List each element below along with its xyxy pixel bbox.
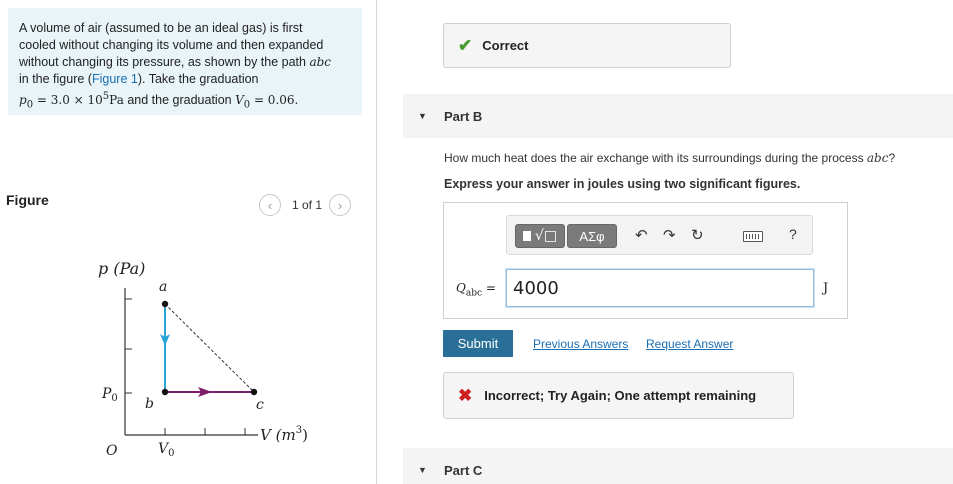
redo-icon[interactable]: ↷ xyxy=(663,227,676,244)
dashed-path-ac xyxy=(165,304,254,392)
caret-down-icon: ▼ xyxy=(418,111,427,121)
label-b: b xyxy=(145,396,154,412)
part-b-header[interactable] xyxy=(403,94,953,138)
p0-axis-label: $P_0$ xyxy=(102,386,118,404)
answer-variable-symbol: Q xyxy=(456,281,466,295)
keyboard-icon[interactable] xyxy=(743,231,763,242)
problem-line-5 xyxy=(19,88,352,113)
question-text-end: ? xyxy=(888,151,896,165)
v0-symbol: V xyxy=(235,93,244,107)
checkmark-icon: ✔ xyxy=(458,35,473,55)
v0-equation xyxy=(235,93,299,111)
request-answer-link[interactable]: Request Answer xyxy=(646,337,734,351)
chevron-left-icon[interactable]: ‹ xyxy=(259,194,281,216)
incorrect-text: Incorrect; Try Again; One attempt remaining xyxy=(484,388,757,403)
question-text-main: How much heat does the air exchange with its surroundings during the process xyxy=(444,151,867,165)
part-b-label: Part B xyxy=(444,108,483,124)
p0-symbol: p xyxy=(19,93,27,107)
p0-exponent: 5 xyxy=(102,91,110,102)
point-b xyxy=(162,389,168,395)
figure-title: Figure xyxy=(6,192,49,208)
math-toolbar xyxy=(506,215,813,255)
point-c xyxy=(251,389,257,395)
part-c-label: Part C xyxy=(444,462,483,478)
question-variable: abc xyxy=(866,151,889,165)
answer-variable-equals: = xyxy=(482,281,496,295)
point-a xyxy=(162,301,168,307)
origin-label: O xyxy=(106,443,118,459)
correct-feedback xyxy=(443,23,731,68)
reset-icon[interactable]: ↻ xyxy=(691,227,704,244)
p0-value: = 3.0 × 10 xyxy=(33,93,103,107)
answer-variable-subscript: abc xyxy=(465,288,483,299)
answer-unit: J xyxy=(823,281,829,296)
problem-line-1: A volume of air (assumed to be an ideal gas) is first xyxy=(19,21,303,35)
caret-down-icon: ▼ xyxy=(418,465,427,475)
problem-line-4-text-end: ). Take the graduation xyxy=(137,72,259,86)
label-a: a xyxy=(159,279,168,295)
correct-text: Correct xyxy=(482,38,529,53)
answer-input[interactable]: 4000 xyxy=(506,269,814,307)
pager-text: 1 of 1 xyxy=(292,198,323,212)
column-divider xyxy=(376,0,377,484)
label-c: c xyxy=(256,397,264,413)
chevron-right-icon[interactable]: › xyxy=(329,194,351,216)
submit-button[interactable]: Submit xyxy=(443,330,513,357)
problem-line-2: cooled without changing its volume and then expanded xyxy=(19,38,324,52)
pv-diagram xyxy=(80,250,350,470)
v0-subscript: 0 xyxy=(243,99,251,111)
undo-icon[interactable]: ↶ xyxy=(635,227,648,244)
greek-symbols-button[interactable]: ΑΣφ xyxy=(567,224,617,248)
help-button[interactable]: ? xyxy=(789,226,797,242)
templates-label: √□ xyxy=(534,228,558,244)
v0-value: = 0.06. xyxy=(250,93,299,107)
y-axis-label: p (Pa) xyxy=(98,259,146,278)
template-square-icon xyxy=(523,231,531,241)
x-mark-icon: ✖ xyxy=(458,385,473,405)
templates-button[interactable] xyxy=(515,224,565,248)
part-c-header[interactable] xyxy=(403,448,953,484)
v0-axis-label: $V_0$ xyxy=(158,441,175,459)
figure-link[interactable]: Figure 1 xyxy=(91,72,138,86)
problem-line-3 xyxy=(19,54,352,71)
problem-line-4-text: in the figure ( xyxy=(19,72,92,86)
problem-line-5-text: and the graduation xyxy=(123,93,236,107)
problem-line-4 xyxy=(19,71,352,88)
problem-line-3-text: without changing its pressure, as shown by the path xyxy=(19,55,310,69)
figure-pager xyxy=(259,193,351,217)
p0-subscript: 0 xyxy=(26,99,34,111)
p0-equation xyxy=(19,91,124,111)
incorrect-feedback xyxy=(443,372,794,419)
question-text xyxy=(444,151,895,165)
previous-answers-link[interactable]: Previous Answers xyxy=(533,337,629,351)
answer-variable xyxy=(456,281,496,298)
p0-unit: Pa xyxy=(109,93,124,107)
instruction-text: Express your answer in joules using two significant figures. xyxy=(444,177,801,191)
answer-panel xyxy=(443,202,848,319)
x-axis-label: V $(m^3)$ xyxy=(260,425,308,444)
path-variable: abc xyxy=(309,55,332,69)
problem-statement xyxy=(8,8,362,115)
